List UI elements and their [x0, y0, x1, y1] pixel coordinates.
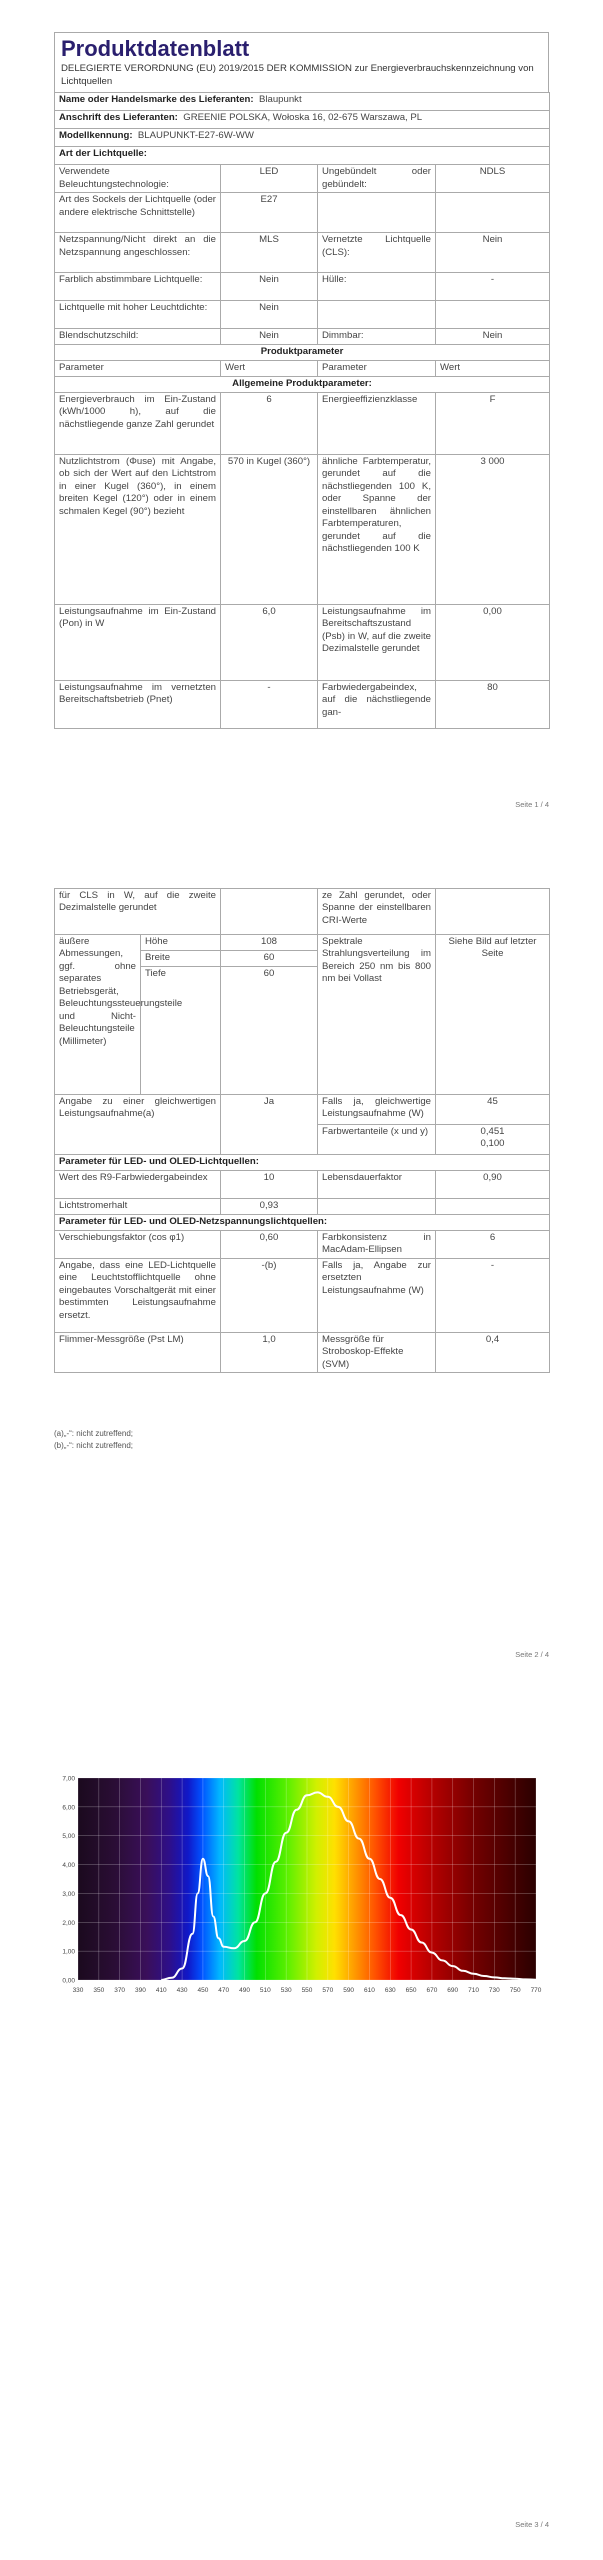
col-header-value: Wert — [436, 361, 550, 376]
x-tick-label: 350 — [93, 1987, 105, 1994]
type-label: Lichtquelle mit hoher Leuchtdichte: — [55, 301, 221, 329]
param-row — [55, 454, 550, 604]
param-label: ähnliche Farbtemperatur, gerundet auf die nächstliegenden 100 K, oder Spanne der einstellbaren ähnlichen Farbtemperaturen, gerundet auf die nächstliegenden 100 K — [318, 454, 436, 604]
model-label: Modellkennung: — [59, 130, 133, 142]
params-table-continued — [54, 888, 550, 1373]
page-3 — [0, 1680, 603, 2560]
supplier-address-row — [55, 111, 550, 129]
page-gap — [0, 820, 603, 840]
type-value: Nein — [221, 301, 318, 329]
type-value: Nein — [436, 233, 550, 273]
param-label: Angabe, dass eine LED-Lichtquelle eine Leuchtstofflichtquelle ohne eingebautes Vorschaltgerät mit einer bestimmten Leistungsaufnahme ersetzt. — [55, 1259, 221, 1333]
x-tick-label: 330 — [72, 1987, 84, 1994]
param-label: für CLS in W, auf die zweite Dezimalstelle gerundet — [55, 889, 221, 935]
spectral-value: Siehe Bild auf letzter Seite — [436, 935, 550, 1095]
params-header-row — [55, 361, 550, 376]
x-tick-label: 630 — [384, 1987, 396, 1994]
param-label: Leistungsaufnahme im Ein-Zustand (Pon) in W — [55, 604, 221, 680]
param-row — [55, 889, 550, 935]
x-tick-label: 470 — [218, 1987, 230, 1994]
supplier-address-label: Anschrift des Lieferanten: — [59, 112, 178, 124]
param-value-empty — [221, 889, 318, 935]
y-tick-label: 3,00 — [62, 1890, 75, 1898]
x-tick-label: 390 — [135, 1987, 146, 1994]
y-tick-label: 7,00 — [62, 1775, 75, 1783]
param-label: Lichtstromerhalt — [55, 1199, 221, 1215]
param-label: Energieverbrauch im Ein-Zustand (kWh/1000 h), auf die nächstliegende ganze Zahl gerundet — [55, 392, 221, 454]
param-label: Falls ja, Angabe zur ersetzten Leistungsaufnahme (W) — [318, 1259, 436, 1333]
param-value: 3 000 — [436, 454, 550, 604]
x-tick-label: 710 — [468, 1987, 479, 1994]
param-label: Nutzlichtstrom (Φuse) mit Angabe, ob sich der Wert auf den Lichtstrom in einer Kugel (360°), in einem breiten Kegel (120°) oder in einem schmalen Kegel (90°) bezieht — [55, 454, 221, 604]
led-row — [55, 1199, 550, 1215]
type-label: Blendschutzschild: — [55, 329, 221, 345]
param-row — [55, 392, 550, 454]
param-label: Messgröße für Stroboskop-Effekte (SVM) — [318, 1333, 436, 1373]
param-value: 6,0 — [221, 604, 318, 680]
x-tick-label: 550 — [301, 1987, 313, 1994]
width-value: 60 — [221, 951, 318, 967]
param-value: 6 — [221, 392, 318, 454]
param-label — [318, 1199, 436, 1215]
param-value: F — [436, 392, 550, 454]
led-section-row — [55, 1155, 550, 1171]
page-footer: Seite 3 / 4 — [515, 2520, 549, 2529]
type-value: Nein — [436, 329, 550, 345]
type-label — [318, 301, 436, 329]
col-header-param: Parameter — [55, 361, 221, 376]
footnotes — [54, 1428, 133, 1452]
chromaticity-label: Farbwertanteile (x und y) — [318, 1125, 436, 1155]
param-value: -(b) — [221, 1259, 318, 1333]
type-row — [55, 233, 550, 273]
param-label: Verschiebungsfaktor (cos φ1) — [55, 1231, 221, 1259]
height-value: 108 — [221, 935, 318, 951]
mains-section-row — [55, 1215, 550, 1231]
datasheet-page-2 — [54, 888, 549, 1373]
col-header-param: Parameter — [318, 361, 436, 376]
mains-section-title: Parameter für LED- und OLED-Netzspannungslichtquellen: — [55, 1215, 550, 1231]
param-value: 0,60 — [221, 1231, 318, 1259]
supplier-address: GREENIE POLSKA, Wołoska 16, 02-675 Warszawa, PL — [183, 112, 423, 124]
y-axis-ticks — [62, 1776, 75, 1985]
height-label: Höhe — [141, 935, 221, 951]
type-value — [436, 193, 550, 233]
title-box — [54, 32, 549, 92]
param-label: Leistungsaufnahme im vernetzten Bereitschaftsbetrieb (Pnet) — [55, 680, 221, 728]
type-label: Art des Sockels der Lichtquelle (oder andere elektrische Schnittstelle) — [55, 193, 221, 233]
spectral-label: Spektrale Strahlungsverteilung im Bereich 250 nm bis 800 nm bei Vollast — [318, 935, 436, 1095]
type-value — [436, 301, 550, 329]
type-row — [55, 329, 550, 345]
param-value: 570 in Kugel (360°) — [221, 454, 318, 604]
page-1 — [0, 0, 603, 820]
chromaticity-x: 0,451 — [480, 1126, 505, 1137]
x-tick-label: 410 — [155, 1987, 167, 1994]
param-value-empty — [436, 889, 550, 935]
page-footer: Seite 1 / 4 — [515, 800, 549, 809]
type-label: Dimmbar: — [318, 329, 436, 345]
depth-label: Tiefe — [141, 967, 221, 1095]
type-row — [55, 273, 550, 301]
param-value: 80 — [436, 680, 550, 728]
x-tick-label: 610 — [364, 1987, 375, 1994]
dimensions-label: äußere Abmessungen, ggf. ohne separates Betriebsgerät, Beleuchtungssteuerungsteile und Nicht-Beleuchtungsteile (Millimeter) — [55, 935, 141, 1095]
page-title: Produktdatenblatt — [61, 36, 250, 61]
y-tick-label: 0,00 — [62, 1977, 75, 1985]
type-label: Hülle: — [318, 273, 436, 301]
params-section-title: Produktparameter — [55, 345, 550, 361]
chromaticity-value — [436, 1125, 550, 1155]
x-tick-label: 570 — [322, 1987, 334, 1994]
y-tick-label: 6,00 — [62, 1804, 75, 1812]
x-tick-label: 370 — [114, 1987, 126, 1994]
type-value: MLS — [221, 233, 318, 273]
col-header-value: Wert — [221, 361, 318, 376]
type-value: E27 — [221, 193, 318, 233]
type-value: Nein — [221, 273, 318, 301]
y-tick-label: 2,00 — [62, 1919, 75, 1927]
page-2 — [0, 840, 603, 1680]
spectrum-chart — [50, 1770, 550, 2020]
depth-value: 60 — [221, 967, 318, 1095]
x-tick-label: 690 — [447, 1987, 459, 1994]
equiv-value: Ja — [221, 1095, 318, 1155]
param-label: Lebensdauerfaktor — [318, 1171, 436, 1199]
param-value: - — [436, 1259, 550, 1333]
param-value: - — [221, 680, 318, 728]
dimension-row — [55, 935, 550, 951]
type-label: Netzspannung/Nicht direkt an die Netzspannung angeschlossen: — [55, 233, 221, 273]
params-section-row — [55, 345, 550, 361]
type-label: Farblich abstimmbare Lichtquelle: — [55, 273, 221, 301]
x-axis-ticks — [73, 1987, 542, 1994]
x-tick-label: 450 — [197, 1987, 209, 1994]
type-value: LED — [221, 165, 318, 193]
y-tick-label: 4,00 — [62, 1862, 75, 1870]
param-row — [55, 680, 550, 728]
param-label: Wert des R9-Farbwiedergabeindex — [55, 1171, 221, 1199]
param-value: 0,93 — [221, 1199, 318, 1215]
footnote: (b)„-“: nicht zutreffend; — [54, 1441, 133, 1450]
y-tick-label: 5,00 — [62, 1833, 75, 1841]
param-value: 1,0 — [221, 1333, 318, 1373]
type-row — [55, 301, 550, 329]
supplier-name: Blaupunkt — [258, 94, 302, 106]
param-value — [436, 1199, 550, 1215]
y-tick-label: 1,00 — [62, 1948, 75, 1956]
type-label: Ungebündelt oder gebündelt: — [318, 165, 436, 193]
general-section-title: Allgemeine Produktparameter: — [55, 376, 550, 392]
param-label: ze Zahl gerundet, oder Spanne der einstellbaren CRI-Werte — [318, 889, 436, 935]
param-label: Leistungsaufnahme im Bereitschaftszustand (Psb) in W, auf die zweite Dezimalstelle gerundet — [318, 604, 436, 680]
param-value: 0,90 — [436, 1171, 550, 1199]
regulation-subtitle: DELEGIERTE VERORDNUNG (EU) 2019/2015 DER KOMMISSION zur Energieverbrauchskennzeichnung von Lichtquellen — [61, 63, 534, 87]
x-tick-label: 530 — [280, 1987, 292, 1994]
param-value: 10 — [221, 1171, 318, 1199]
type-section-row — [55, 147, 550, 165]
general-section-row — [55, 376, 550, 392]
mains-row — [55, 1333, 550, 1373]
model-id: BLAUPUNKT-E27-6W-WW — [137, 130, 254, 142]
param-label: Farbkonsistenz in MacAdam-Ellipsen — [318, 1231, 436, 1259]
page-footer: Seite 2 / 4 — [515, 1650, 549, 1659]
x-tick-label: 490 — [239, 1987, 250, 1994]
type-label — [318, 193, 436, 233]
param-label: Farbwiedergabeindex, auf die nächstliegende gan- — [318, 680, 436, 728]
x-tick-label: 430 — [176, 1987, 188, 1994]
supplier-table — [54, 92, 550, 728]
param-value: 0,4 — [436, 1333, 550, 1373]
x-tick-label: 590 — [343, 1987, 355, 1994]
type-row — [55, 165, 550, 193]
width-label: Breite — [141, 951, 221, 967]
type-row — [55, 193, 550, 233]
x-tick-label: 510 — [259, 1987, 271, 1994]
supplier-name-row — [55, 93, 550, 111]
param-label: Flimmer-Messgröße (Pst LM) — [55, 1333, 221, 1373]
equiv-power-label: Falls ja, gleichwertige Leistungsaufnahme (W) — [318, 1095, 436, 1125]
equiv-label: Angabe zu einer gleichwertigen Leistungsaufnahme(a) — [55, 1095, 221, 1155]
type-label: Verwendete Beleuchtungstechnologie: — [55, 165, 221, 193]
supplier-name-label: Name oder Handelsmarke des Lieferanten: — [59, 94, 254, 106]
x-tick-label: 750 — [509, 1987, 521, 1994]
type-value: - — [436, 273, 550, 301]
footnote: (a)„-“: nicht zutreffend; — [54, 1429, 133, 1438]
type-value: NDLS — [436, 165, 550, 193]
datasheet-page-1 — [54, 32, 549, 729]
x-tick-label: 650 — [405, 1987, 417, 1994]
led-row — [55, 1171, 550, 1199]
x-tick-label: 730 — [488, 1987, 500, 1994]
param-value: 6 — [436, 1231, 550, 1259]
type-section-title: Art der Lichtquelle: — [55, 147, 550, 165]
chromaticity-y: 0,100 — [480, 1138, 505, 1150]
mains-row — [55, 1259, 550, 1333]
spectrum-chart-svg — [50, 1770, 550, 2020]
type-label: Vernetzte Lichtquelle (CLS): — [318, 233, 436, 273]
type-value: Nein — [221, 329, 318, 345]
model-row — [55, 129, 550, 147]
equiv-row — [55, 1095, 550, 1125]
led-section-title: Parameter für LED- und OLED-Lichtquellen: — [55, 1155, 550, 1171]
equiv-power-value: 45 — [436, 1095, 550, 1125]
param-label: Energieeffizienzklasse — [318, 392, 436, 454]
x-tick-label: 770 — [530, 1987, 542, 1994]
param-value: 0,00 — [436, 604, 550, 680]
mains-row — [55, 1231, 550, 1259]
param-row — [55, 604, 550, 680]
x-tick-label: 670 — [426, 1987, 438, 1994]
